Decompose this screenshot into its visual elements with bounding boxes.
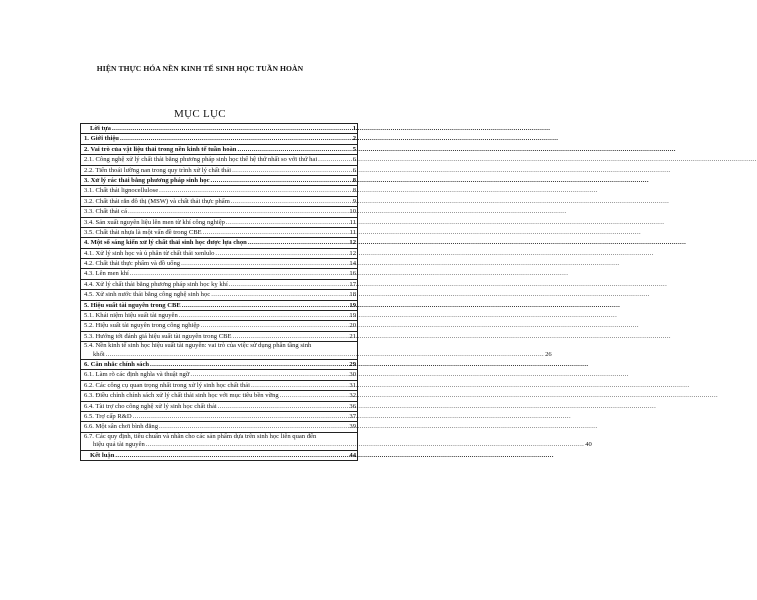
toc-leader-dots	[210, 290, 349, 299]
toc-leader-dots	[317, 155, 353, 164]
toc-leader-dots	[228, 280, 350, 289]
toc-entry-label: 3.3. Chất thải cá	[84, 208, 128, 216]
toc-leader-dots	[158, 422, 349, 431]
toc-leader-dots	[225, 218, 350, 227]
toc-heading: MỤC LỤC	[174, 108, 226, 120]
toc-leader-dots	[200, 321, 350, 330]
toc-entry-5-1[interactable]	[81, 310, 357, 320]
toc-entry-label: 2.2. Tiến thoái lưỡng nan trong quy trình xử lý chất thải	[84, 166, 232, 174]
toc-entry-label: 6.3. Điều chỉnh chính sách xử lý chất thải sinh học với mục tiêu bền vững	[84, 392, 279, 400]
toc-leader-dots	[105, 351, 545, 359]
toc-entry-4-4[interactable]	[81, 279, 357, 289]
toc-entry-page: 9	[352, 197, 356, 205]
toc-leader-dots	[127, 207, 349, 216]
toc-entry-label: 1. Giới thiệu	[84, 135, 119, 143]
toc-entry-page: 16	[349, 270, 356, 278]
toc-entry-section-2[interactable]	[81, 144, 357, 154]
toc-entry-label: 3.4. Sản xuất nguyên liệu lên men từ khí công nghiệp	[84, 218, 225, 226]
toc-entry-3-4[interactable]	[81, 217, 357, 227]
toc-entry-label: 5. Hiệu suất tài nguyên trong CBE	[84, 301, 181, 309]
toc-entry-label: 4.4. Xử lý chất thải bằng phương pháp sinh học kỵ khí	[84, 280, 228, 288]
toc-entry-page: 39	[349, 423, 356, 431]
toc-leader-dots	[145, 441, 585, 449]
toc-leader-dots	[189, 370, 349, 379]
toc-entry-conclusion[interactable]	[81, 450, 357, 460]
toc-entry-page: 1	[352, 124, 356, 132]
table-of-contents	[80, 123, 592, 461]
toc-entry-label: 3. Xử lý rác thải bằng phương pháp sinh học	[84, 176, 210, 184]
toc-leader-dots	[132, 412, 350, 421]
toc-entry-page: 11	[349, 218, 356, 226]
toc-entry-page: 44	[349, 451, 356, 459]
toc-entry-3-1[interactable]	[81, 185, 357, 195]
toc-entry-6-1[interactable]	[81, 369, 357, 379]
toc-leader-dots	[250, 381, 349, 390]
toc-entry-page: 37	[349, 412, 356, 420]
toc-entry-label: 4. Một số sáng kiến xử lý chất thải sinh học được lựa chọn	[84, 239, 247, 247]
toc-entry-4-5[interactable]	[81, 289, 357, 299]
toc-leader-dots	[230, 197, 353, 206]
toc-entry-6-4[interactable]	[81, 401, 357, 411]
toc-entry-section-6[interactable]	[81, 359, 357, 369]
toc-entry-page: 8	[352, 176, 356, 184]
toc-entry-3-5[interactable]	[81, 227, 357, 237]
toc-leader-dots	[232, 332, 350, 341]
toc-entry-label-continued: hiệu quả tài nguyên	[93, 441, 145, 449]
toc-entry-label: 4.2. Chất thải thực phẩm và đồ uống	[84, 260, 181, 268]
toc-entry-label: 5.2. Hiệu suất tài nguyên trong công nghiệp	[84, 322, 200, 330]
toc-entry-page: 5	[352, 145, 356, 153]
toc-entry-page: 20	[349, 322, 356, 330]
toc-leader-dots	[149, 360, 349, 369]
toc-entry-4-1[interactable]	[81, 248, 357, 258]
toc-entry-section-4[interactable]	[81, 237, 357, 247]
toc-leader-dots	[214, 249, 349, 258]
toc-entry-6-2[interactable]	[81, 380, 357, 390]
toc-entry-label: 3.2. Chất thải rắn đô thị (MSW) và chất thải thực phẩm	[84, 197, 230, 205]
toc-entry-label: Lời tựa	[90, 124, 111, 132]
toc-entry-page: 36	[349, 402, 356, 410]
toc-entry-label: 6.6. Một sân chơi bình đẳng	[84, 423, 158, 431]
toc-entry-page: 2	[352, 135, 356, 143]
toc-entry-page: 12	[349, 249, 356, 257]
toc-entry-label: 6. Cân nhắc chính sách	[84, 360, 150, 368]
toc-entry-label: 5.4. Nền kinh tế sinh học hiệu suất tài nguyên: vai trò của việc sử dụng phân tầng sinh	[84, 342, 312, 350]
toc-entry-6-3[interactable]	[81, 390, 357, 400]
toc-entry-page: 21	[349, 332, 356, 340]
toc-entry-page: 17	[349, 280, 356, 288]
toc-leader-dots	[210, 176, 353, 185]
toc-entry-3-2[interactable]	[81, 196, 357, 206]
toc-entry-label: 6.2. Các công cụ quan trọng nhất trong xử lý sinh học chất thải	[84, 381, 250, 389]
document-title: HIỆN THỰC HÓA NỀN KINH TẾ SINH HỌC TUẦN HOÀN	[96, 64, 304, 73]
toc-entry-label: 4.1. Xử lý sinh học và ủ phân từ chất thải xenlulo	[84, 249, 215, 257]
toc-leader-dots	[129, 269, 350, 278]
toc-entry-page: 40	[585, 441, 592, 449]
toc-entry-page: 26	[545, 350, 552, 358]
toc-entry-label: 2.1. Công nghệ xử lý chất thải bằng phương pháp sinh học thể hệ thứ nhất so với thứ hai	[84, 156, 318, 164]
toc-entry-6-6[interactable]	[81, 421, 357, 431]
toc-entry-page: 29	[349, 360, 356, 368]
toc-entry-label: 3.5. Chất thải nhựa là một vấn đề trong CBE	[84, 228, 202, 236]
toc-leader-dots	[180, 259, 349, 268]
toc-entry-label: 5.3. Hướng tới đánh giá hiệu suất tài nguyên trong CBE	[84, 332, 232, 340]
toc-entry-3-3[interactable]	[81, 206, 357, 216]
toc-entry-page: 14	[349, 260, 356, 268]
toc-entry-preface[interactable]	[81, 124, 357, 133]
toc-entry-5-2[interactable]	[81, 320, 357, 330]
toc-entry-page: 32	[349, 392, 356, 400]
toc-entry-2-2[interactable]	[81, 165, 357, 175]
toc-entry-label-continued: khối	[93, 350, 105, 358]
toc-entry-page: 19	[349, 312, 356, 320]
toc-entry-4-3[interactable]	[81, 268, 357, 278]
toc-leader-dots	[178, 311, 350, 320]
toc-entry-5-3[interactable]	[81, 331, 357, 341]
toc-entry-page: 11	[349, 228, 356, 236]
toc-leader-dots	[114, 451, 349, 460]
toc-entry-5-4[interactable]	[81, 341, 552, 359]
toc-entry-page: 6	[352, 166, 356, 174]
toc-entry-page: 10	[349, 208, 356, 216]
toc-leader-dots	[111, 124, 353, 133]
toc-entry-4-2[interactable]	[81, 258, 357, 268]
toc-entry-label: 6.5. Trợ cấp R&D	[84, 412, 132, 420]
toc-leader-dots	[231, 166, 353, 175]
toc-entry-label: 3.1. Chất thải lignocellulose	[84, 187, 159, 195]
toc-entry-page: 8	[352, 187, 356, 195]
toc-leader-dots	[279, 391, 350, 400]
toc-entry-page: 6	[352, 156, 356, 164]
toc-entry-label: 4.5. Xử sinh nước thải bằng công nghệ sinh học	[84, 291, 211, 299]
toc-leader-dots	[158, 186, 353, 195]
toc-entry-label: 5.1. Khái niệm hiệu suất tài nguyên	[84, 312, 178, 320]
toc-entry-label: 6.4. Tài trợ cho công nghệ xử lý sinh học chất thải	[84, 402, 217, 410]
toc-entry-section-3[interactable]	[81, 175, 357, 185]
toc-leader-dots	[247, 238, 350, 247]
toc-leader-dots	[217, 402, 350, 411]
toc-leader-dots	[236, 145, 352, 154]
toc-leader-dots	[202, 228, 350, 237]
toc-entry-6-5[interactable]	[81, 411, 357, 421]
toc-entry-page: 18	[349, 291, 356, 299]
toc-entry-page: 31	[349, 381, 356, 389]
toc-entry-section-1[interactable]	[81, 133, 357, 143]
toc-entry-page: 12	[349, 239, 356, 247]
toc-entry-page: 30	[349, 371, 356, 379]
toc-entry-label: 6.1. Làm rõ các định nghĩa và thuật ngữ	[84, 371, 190, 379]
toc-leader-dots	[119, 134, 353, 143]
toc-entry-label: 4.3. Lên men khí	[84, 270, 129, 278]
toc-entry-label: 2. Vai trò của vật liệu thải trong nền kinh tế tuần hoàn	[84, 145, 237, 153]
toc-entry-2-1[interactable]	[81, 154, 357, 164]
toc-entry-section-5[interactable]	[81, 300, 357, 310]
toc-leader-dots	[181, 301, 350, 310]
toc-entry-page: 19	[349, 301, 356, 309]
toc-entry-label: 6.7. Các quy định, tiêu chuẩn và nhãn cho các sản phẩm dựa trên sinh học liên quan đến	[84, 432, 317, 440]
toc-entry-6-7[interactable]	[81, 432, 592, 450]
toc-entry-label: Kết luận	[90, 451, 115, 459]
